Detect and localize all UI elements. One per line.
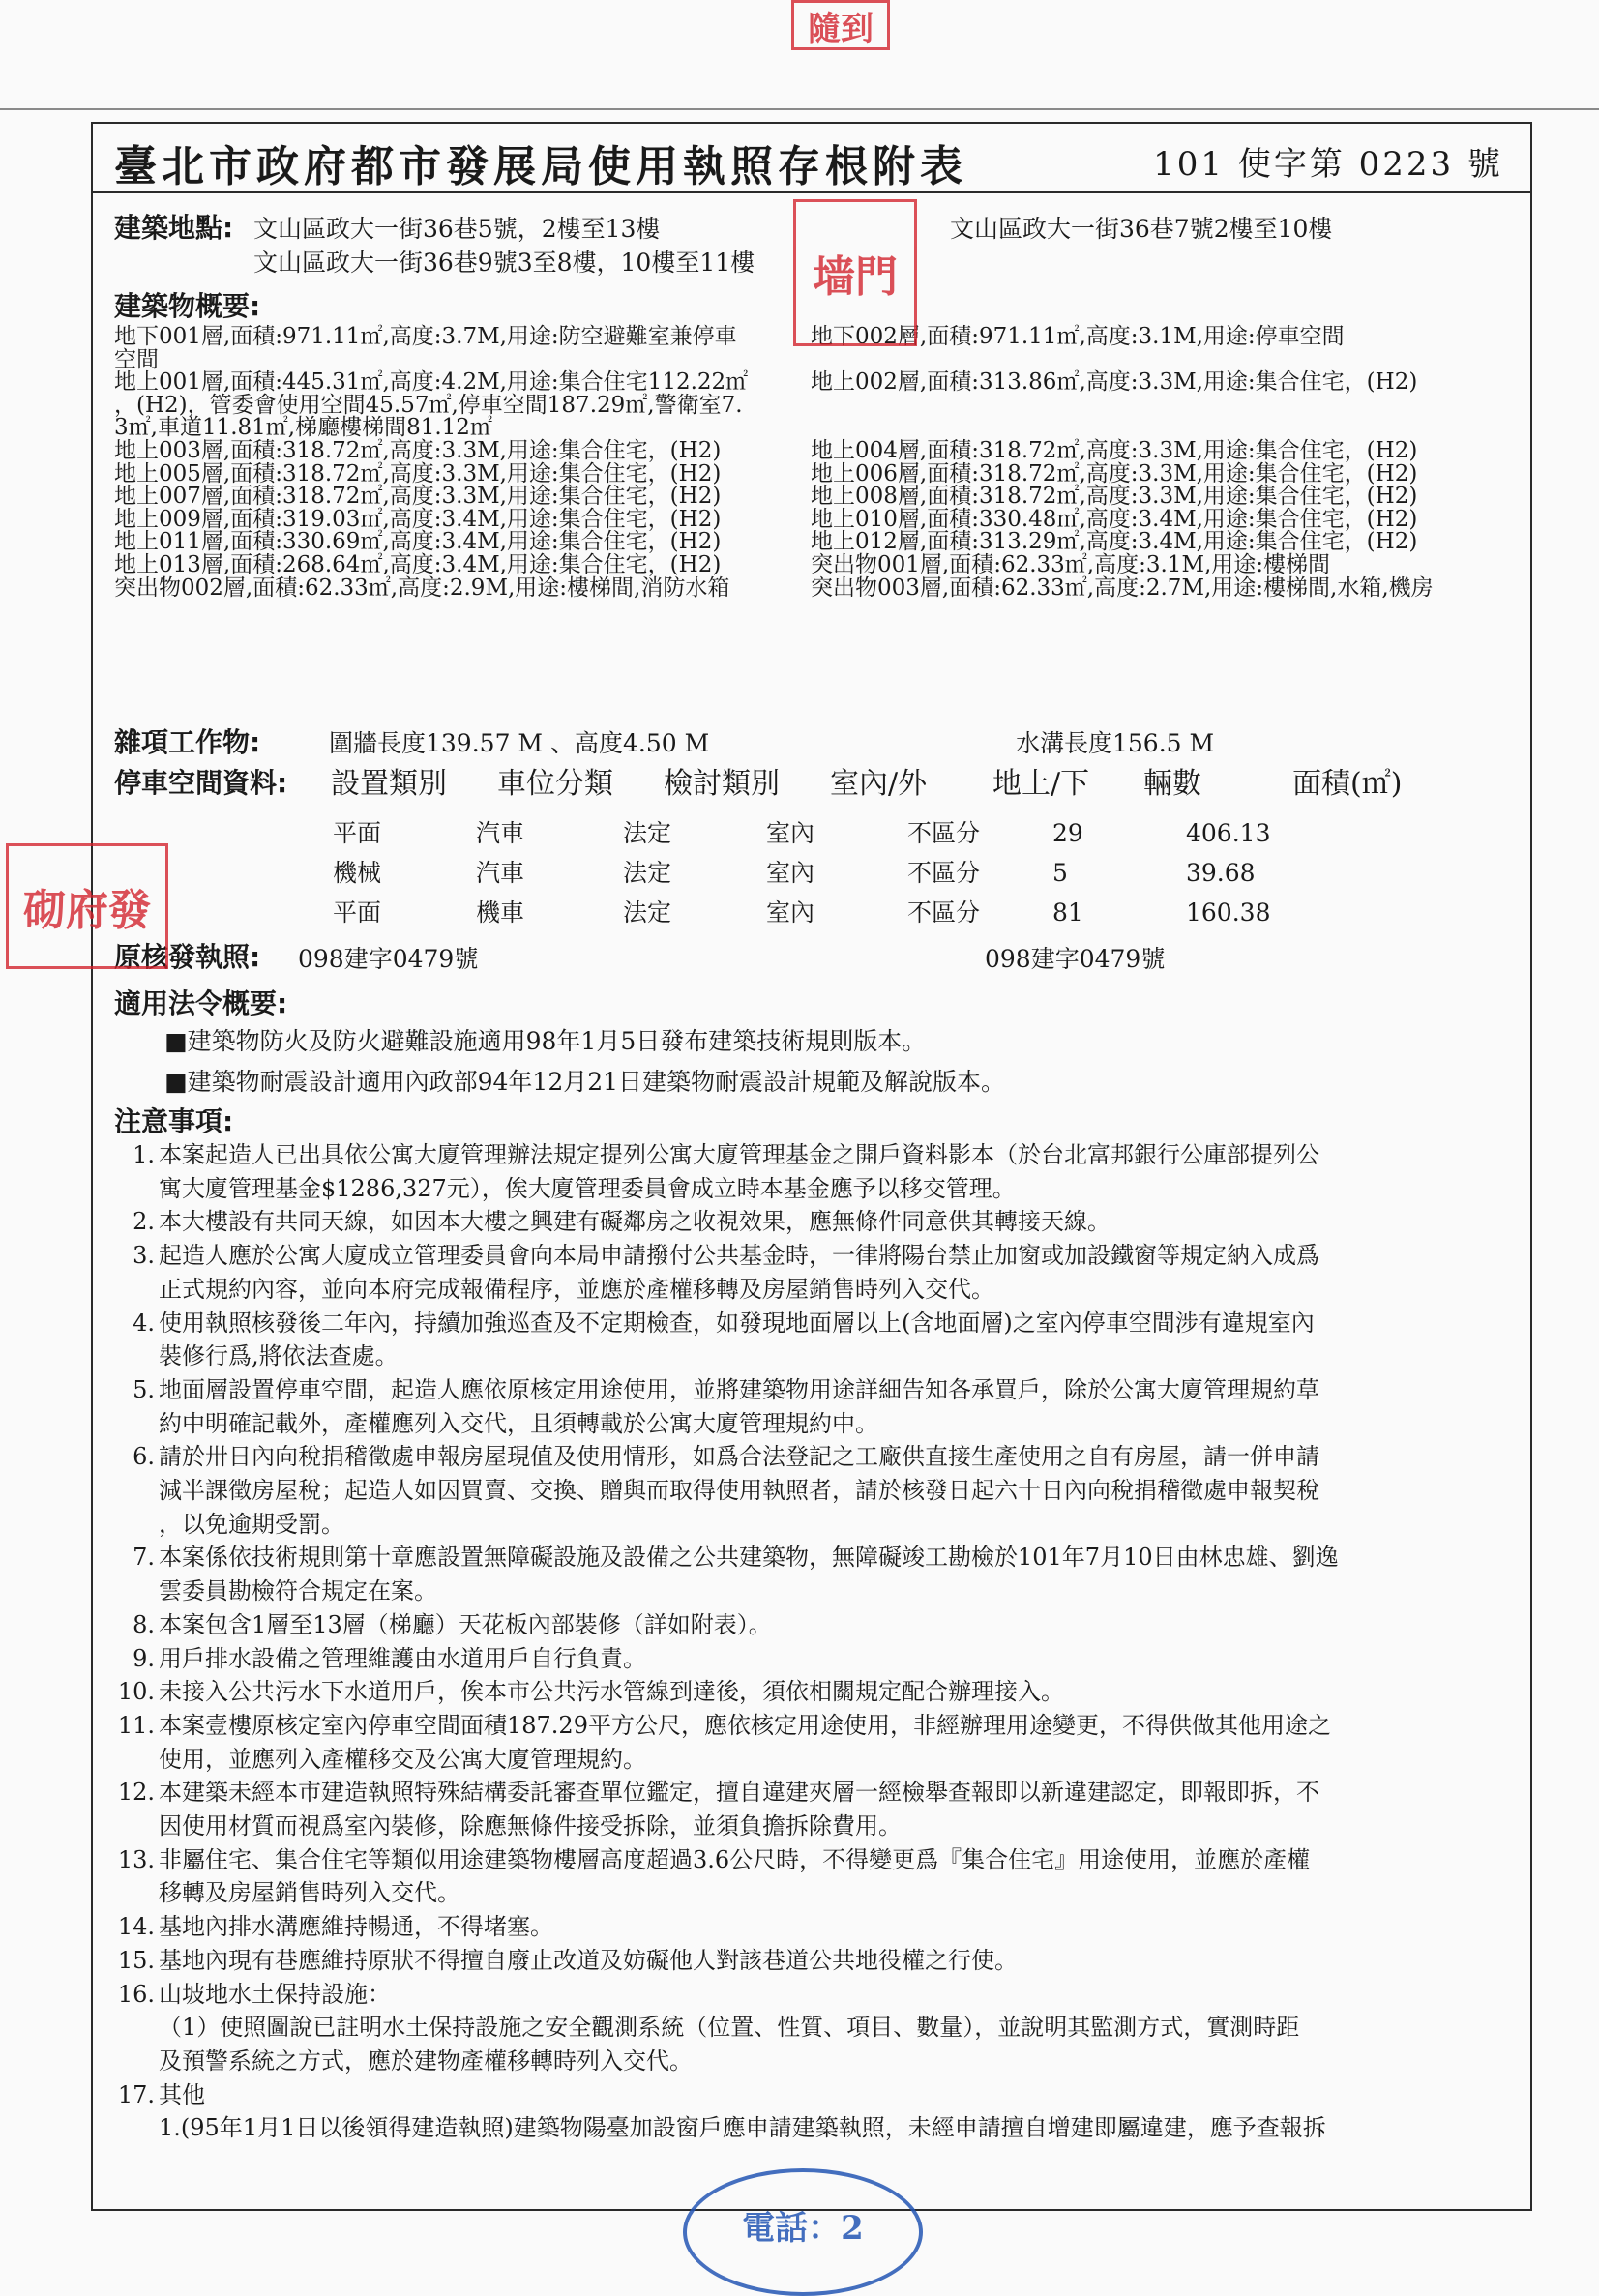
overview-line-left: ，(H2)，管委會使用空間45.57㎡,停車空間187.29㎡,警衛室7.	[114, 392, 743, 418]
regulation-item-1: ■建築物防火及防火避難設施適用98年1月5日發布建築技術規則版本。	[164, 1027, 927, 1055]
overview-line-left: 地上011層,面積:330.69㎡,高度:3.4M,用途:集合住宅，(H2)	[114, 529, 722, 555]
misc-works-left: 圍牆長度139.57 M 、高度4.50 M	[329, 729, 710, 757]
note-line: 本大樓設有共同天線，如因本大樓之興建有礙鄰房之收視效果，應無條件同意供其轉接天線。	[159, 1208, 1110, 1236]
note-line: 基地內排水溝應維持暢通，不得堵塞。	[159, 1913, 553, 1941]
overview-label: 建築物概要:	[114, 290, 261, 322]
misc-works-right: 水溝長度156.5 M	[1016, 729, 1215, 757]
note-number: 3.	[133, 1242, 155, 1270]
parking-cell: 室內	[766, 898, 815, 927]
parking-cell: 不區分	[907, 898, 981, 927]
note-line: 使用執照核發後二年內，持續加強巡查及不定期檢查，如發現地面層以上(含地面層)之室內停車空間涉有違規室內	[159, 1309, 1315, 1337]
parking-cell: 機車	[476, 898, 525, 927]
parking-cell: 室內	[766, 859, 815, 887]
note-line: 起造人應於公寓大廈成立管理委員會向本局申請撥付公共基金時，一律將陽台禁止加窗或加設鐵窗等規定納入成爲	[159, 1242, 1319, 1270]
note-line: 移轉及房屋銷售時列入交代。	[159, 1879, 460, 1907]
parking-header-cell: 地上/下	[992, 767, 1090, 801]
parking-cell: 不區分	[907, 859, 981, 887]
page-divider-line	[0, 108, 1599, 110]
overview-line-right: 地上006層,面積:318.72㎡,高度:3.3M,用途:集合住宅，(H2)	[811, 460, 1418, 486]
note-line: 雲委員勘檢符合規定在案。	[159, 1577, 437, 1605]
parking-cell: 平面	[333, 898, 382, 927]
note-line: 裝修行爲,將依法查處。	[159, 1342, 399, 1370]
top-red-seal	[791, 0, 890, 50]
parking-cell: 不區分	[907, 819, 981, 847]
parking-cell: 平面	[333, 819, 382, 847]
parking-cell: 法定	[623, 898, 672, 927]
parking-cell: 39.68	[1186, 859, 1256, 887]
note-line: 因使用材質而視爲室內裝修，除應無條件接受拆除，並須負擔拆除費用。	[159, 1812, 902, 1840]
note-line: 本案包含1層至13層（梯廳）天花板內部裝修（詳如附表）。	[159, 1610, 772, 1638]
note-line: 基地內現有巷應維持原狀不得擅自廢止改道及妨礙他人對該巷道公共地役權之行使。	[159, 1946, 1018, 1974]
parking-header-cell: 室內/外	[830, 767, 928, 801]
original-permit-left: 098建字0479號	[298, 945, 479, 973]
misc-works-label: 雜項工作物:	[114, 726, 261, 758]
note-line: ，以免逾期受罰。	[159, 1510, 344, 1538]
bottom-stamp-text: 電話：2	[742, 2209, 864, 2248]
parking-cell: 汽車	[476, 859, 525, 887]
overview-line-left: 地上003層,面積:318.72㎡,高度:3.3M,用途:集合住宅，(H2)	[114, 438, 722, 463]
note-number: 16.	[117, 1980, 155, 2008]
note-line: 本案係依技術規則第十章應設置無障礙設施及設備之公共建築物，無障礙竣工勘檢於101年7月10日由林忠雄、劉逸	[159, 1544, 1339, 1572]
overview-line-right: 地上010層,面積:330.48㎡,高度:3.4M,用途:集合住宅，(H2)	[811, 506, 1418, 532]
overview-line-right: 地下002層,面積:971.11㎡,高度:3.1M,用途:停車空間	[811, 324, 1345, 349]
parking-cell: 法定	[623, 819, 672, 847]
left-red-seal	[6, 843, 168, 969]
bottom-blue-stamp	[683, 2168, 923, 2296]
parking-cell: 160.38	[1186, 898, 1271, 927]
overview-line-right: 突出物003層,面積:62.33㎡,高度:2.7M,用途:樓梯間,水箱,機房	[811, 574, 1434, 601]
parking-header-cell: 設置類別	[331, 767, 447, 801]
middle-red-seal	[793, 199, 917, 346]
parking-cell: 29	[1052, 819, 1083, 847]
parking-header-cell: 檢討類別	[664, 767, 780, 801]
overview-line-right: 地上004層,面積:318.72㎡,高度:3.3M,用途:集合住宅，(H2)	[811, 438, 1418, 463]
note-number: 5.	[133, 1375, 155, 1403]
note-line: 及預警系統之方式，應於建物產權移轉時列入交代。	[159, 2046, 693, 2075]
regulation-item-2: ■建築物耐震設計適用內政部94年12月21日建築物耐震設計規範及解說版本。	[164, 1068, 1006, 1096]
parking-cell: 法定	[623, 859, 672, 887]
parking-header-cell: 面積(㎡)	[1292, 767, 1403, 801]
note-number: 14.	[117, 1913, 155, 1941]
overview-line-left: 突出物002層,面積:62.33㎡,高度:2.9M,用途:樓梯間,消防水箱	[114, 574, 730, 601]
document-title: 臺北市政府都市發展局使用執照存根附表	[114, 142, 967, 191]
title-bar	[93, 124, 1530, 193]
document-frame	[91, 122, 1532, 2211]
parking-label: 停車空間資料:	[114, 767, 288, 799]
note-line: 本案起造人已出具依公寓大廈管理辦法規定提列公寓大廈管理基金之開戶資料影本（於台北富邦銀行公庫部提列公	[159, 1141, 1319, 1168]
note-line: 減半課徵房屋稅；起造人如因買賣、交換、贈與而取得使用執照者，請於核發日起六十日內向稅捐稽徵處申報契稅	[159, 1477, 1319, 1504]
note-line: 未接入公共污水下水道用戶，俟本市公共污水管線到達後，須依相關規定配合辦理接入。	[159, 1678, 1064, 1706]
overview-line-left: 地上009層,面積:319.03㎡,高度:3.4M,用途:集合住宅，(H2)	[114, 506, 722, 532]
note-line: 1.(95年1月1日以後領得建造執照)建築物陽臺加設窗戶應申請建築執照，未經申請擅自增建即屬違建，應予查報拆	[159, 2114, 1326, 2142]
site-line-2: 文山區政大一街36巷9號3至8樓，10樓至11樓	[253, 249, 755, 277]
middle-seal-text: 墙門	[813, 252, 898, 302]
parking-cell: 機械	[333, 859, 382, 887]
note-number: 9.	[133, 1644, 155, 1672]
note-number: 4.	[133, 1309, 155, 1337]
note-line: 本案壹樓原核定室內停車空間面積187.29平方公尺，應依核定用途使用，非經辦理用途變更，不得供做其他用途之	[159, 1711, 1331, 1739]
overview-line-left: 地上005層,面積:318.72㎡,高度:3.3M,用途:集合住宅，(H2)	[114, 460, 722, 486]
overview-line-right: 地上002層,面積:313.86㎡,高度:3.3M,用途:集合住宅，(H2)	[811, 369, 1418, 396]
overview-line-right: 突出物001層,面積:62.33㎡,高度:3.1M,用途:樓梯間	[811, 552, 1331, 577]
note-number: 12.	[117, 1779, 155, 1807]
note-number: 1.	[133, 1141, 155, 1168]
overview-line-right: 地上008層,面積:318.72㎡,高度:3.3M,用途:集合住宅，(H2)	[811, 484, 1418, 510]
notes-label: 注意事項:	[114, 1105, 234, 1137]
original-permit-right: 098建字0479號	[985, 945, 1166, 973]
overview-line-left: 地上001層,面積:445.31㎡,高度:4.2M,用途:集合住宅112.22㎡	[114, 369, 749, 396]
overview-line-right: 地上012層,面積:313.29㎡,高度:3.4M,用途:集合住宅，(H2)	[811, 529, 1418, 555]
overview-line-left: 空間	[114, 346, 159, 372]
parking-cell: 406.13	[1186, 819, 1271, 847]
note-number: 11.	[117, 1711, 155, 1739]
note-line: 非屬住宅、集合住宅等類似用途建築物樓層高度超過3.6公尺時，不得變更爲『集合住宅』用途使用，並應於產權	[159, 1845, 1311, 1873]
note-number: 8.	[133, 1610, 155, 1638]
parking-header-cell: 車位分類	[497, 767, 613, 801]
note-number: 2.	[133, 1208, 155, 1236]
left-seal-text: 砌府發	[23, 886, 151, 935]
note-line: 本建築未經本市建造執照特殊結構委託審查單位鑑定，擅自違建夾層一經檢舉查報即以新違建認定，即報即拆，不	[159, 1779, 1319, 1807]
document-number: 101 使字第 0223 號	[1153, 145, 1503, 184]
note-line: 其他	[159, 2080, 205, 2108]
note-number: 7.	[133, 1544, 155, 1572]
overview-line-left: 地上007層,面積:318.72㎡,高度:3.3M,用途:集合住宅，(H2)	[114, 484, 722, 510]
note-line: 用戶排水設備之管理維護由水道用戶自行負責。	[159, 1644, 646, 1672]
note-number: 13.	[117, 1845, 155, 1873]
note-line: 請於卅日內向稅捐稽徵處申報房屋現值及使用情形，如爲合法登記之工廠供直接生產使用之自有房屋，請一併申請	[159, 1443, 1319, 1471]
regulations-label: 適用法令概要:	[114, 987, 288, 1019]
note-number: 15.	[117, 1946, 155, 1974]
note-number: 17.	[117, 2080, 155, 2108]
parking-cell: 汽車	[476, 819, 525, 847]
parking-header-cell: 輛數	[1143, 767, 1201, 801]
note-number: 10.	[117, 1678, 155, 1706]
note-number: 6.	[133, 1443, 155, 1471]
note-line: 山坡地水土保持設施：	[159, 1980, 391, 2008]
note-line: 寓大廈管理基金$1286,327元），俟大廈管理委員會成立時本基金應予以移交管理。	[159, 1174, 1016, 1202]
note-line: 約中明確記載外，產權應列入交代，且須轉載於公寓大廈管理規約中。	[159, 1409, 878, 1437]
note-line: 使用，並應列入產權移交及公寓大廈管理規約。	[159, 1745, 646, 1773]
parking-cell: 5	[1052, 859, 1068, 887]
overview-line-left: 地下001層,面積:971.11㎡,高度:3.7M,用途:防空避難室兼停車	[114, 324, 737, 349]
site-line-1: 文山區政大一街36巷5號，2樓至13樓	[253, 215, 661, 243]
overview-line-left: 地上013層,面積:268.64㎡,高度:3.4M,用途:集合住宅，(H2)	[114, 552, 722, 577]
note-line: （1）使照圖說已註明水土保持設施之安全觀測系統（位置、性質、項目、數量），並說明其監測方式，實測時距	[159, 2014, 1300, 2042]
site-label: 建築地點:	[114, 212, 234, 244]
note-line: 正式規約內容，並向本府完成報備程序，並應於產權移轉及房屋銷售時列入交代。	[159, 1275, 994, 1303]
top-seal-text: 隨到	[808, 9, 874, 48]
parking-cell: 室內	[766, 819, 815, 847]
note-line: 地面層設置停車空間，起造人應依原核定用途使用，並將建築物用途詳細告知各承買戶，除於公寓大廈管理規約草	[159, 1375, 1319, 1403]
original-permit-label: 原核發執照:	[114, 941, 261, 973]
overview-line-left: 3㎡,車道11.81㎡,梯廳樓梯間81.12㎡	[114, 415, 492, 441]
parking-cell: 81	[1052, 898, 1083, 927]
site-line-3: 文山區政大一街36巷7號2樓至10樓	[950, 215, 1333, 243]
